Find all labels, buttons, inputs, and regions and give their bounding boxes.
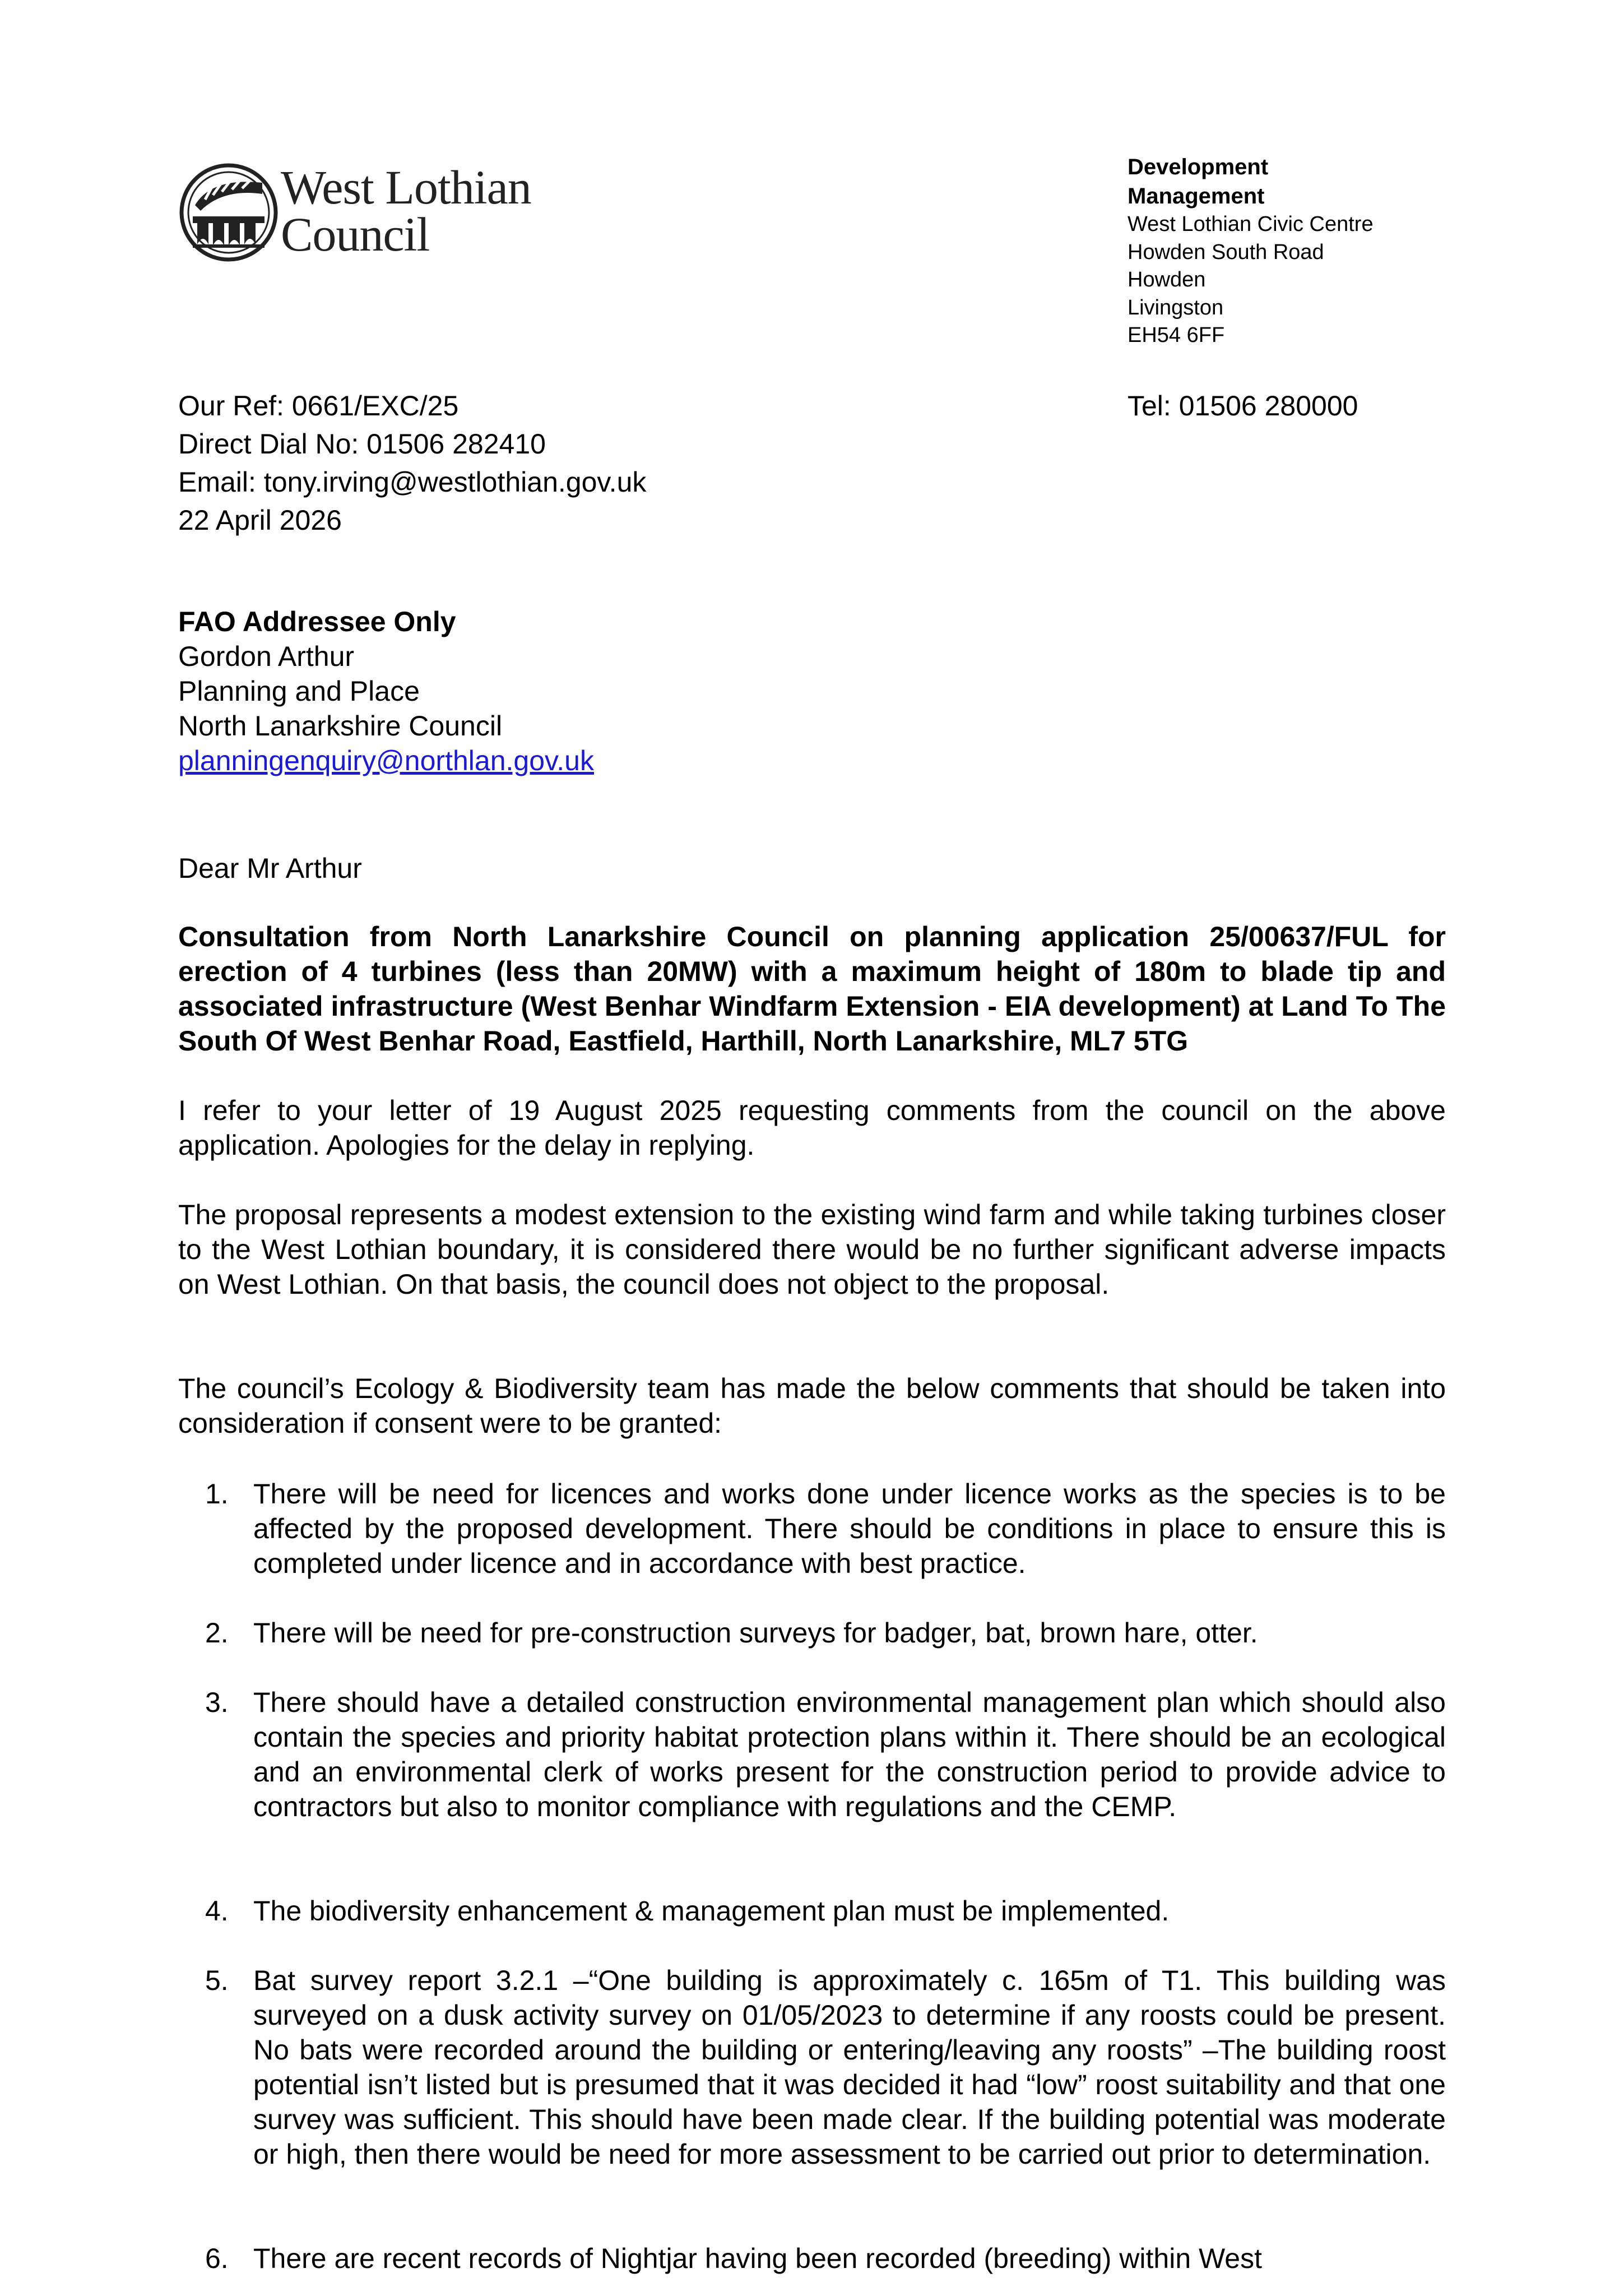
recipient-name: Gordon Arthur <box>178 641 355 672</box>
address-line: Howden <box>1127 268 1206 291</box>
list-item <box>178 1894 1446 1928</box>
address-line: EH54 6FF <box>1127 323 1225 347</box>
list-item <box>178 1476 1446 1581</box>
subject-heading: Consultation from North Lanarkshire Council on planning application 25/00637/FUL for erection of 4 turbines (less than 20MW) with a maximum height of 180m to blade tip and associated infrastructure (West Benhar Windfarm Extension - EIA development) at Land To The South Of West Benhar Road, Eastfield, Harthill, North Lanarkshire, ML7 5TG <box>178 921 1446 1057</box>
sender-email: Email: tony.irving@westlothian.gov.uk <box>178 466 647 498</box>
department-line2: Management <box>1127 184 1265 209</box>
list-item <box>178 2241 1446 2276</box>
fao-line: FAO Addressee Only <box>178 606 456 637</box>
address-line: Livingston <box>1127 295 1224 320</box>
paragraph: I refer to your letter of 19 August 2025 requesting comments from the council on the above application. Apologies for the delay in replying. <box>178 1095 1446 1161</box>
council-logo <box>178 160 559 267</box>
direct-dial: Direct Dial No: 01506 282410 <box>178 428 546 460</box>
list-text: There will be need for pre-construction surveys for badger, bat, brown hare, otter. <box>253 1617 1258 1649</box>
sender-telephone: Tel: 01506 280000 <box>1127 390 1358 422</box>
list-number: 5. <box>205 1965 229 1996</box>
council-name-line1: West Lothian <box>281 160 531 214</box>
list-text: There will be need for licences and works done under licence works as the species is to be affected by the proposed development. There should be conditions in place to ensure this is completed under licence and in accordance with best practice. <box>253 1478 1446 1579</box>
address-line: Howden South Road <box>1127 240 1324 264</box>
list-item <box>178 1963 1446 2172</box>
list-number: 1. <box>205 1478 229 1510</box>
list-text: Bat survey report 3.2.1 –“One building is approximately c. 165m of T1. This building was surveyed on a dusk activity survey on 01/05/2023 to determine if any roosts could be present. No bats were recorded around the building or entering/leaving any roosts” –The building roost potential isn’t listed but is presumed that it was decided it had “low” roost suitability and that one survey was sufficient. This should have been made clear. If the building potential was moderate or high, then there would be need for more assessment to be carried out prior to determination. <box>253 1965 1446 2170</box>
list-text: The biodiversity enhancement & management plan must be implemented. <box>253 1895 1170 1927</box>
list-text: There should have a detailed construction environmental management plan which should also contain the species and priority habitat protection plans within it. There should be an ecological and an environmental clerk of works present for the construction period to provide advice to contractors but also to monitor compliance with regulations and the CEMP. <box>253 1687 1446 1822</box>
list-text: There are recent records of Nightjar having been recorded (breeding) within West <box>253 2243 1262 2274</box>
recipient-block <box>178 604 594 778</box>
council-name-line2: Council <box>281 207 430 261</box>
recipient-department: Planning and Place <box>178 675 420 707</box>
council-name <box>281 160 531 261</box>
sender-address <box>1127 152 1520 350</box>
our-reference: Our Ref: 0661/EXC/25 <box>178 390 459 422</box>
list-number: 6. <box>205 2243 229 2274</box>
list-item <box>178 1615 1446 1650</box>
paragraph: The council’s Ecology & Biodiversity team has made the below comments that should be taken into consideration if consent were to be granted: <box>178 1373 1446 1439</box>
paragraph: The proposal represents a modest extension to the existing wind farm and while taking turbines closer to the West Lothian boundary, it is considered there would be no further significant adverse impacts on West Lothian. On that basis, the council does not object to the proposal. <box>178 1199 1446 1300</box>
list-number: 4. <box>205 1895 229 1927</box>
salutation: Dear Mr Arthur <box>178 853 362 884</box>
department-line1: Development <box>1127 155 1269 179</box>
list-number: 3. <box>205 1687 229 1718</box>
list-item <box>178 1685 1446 1824</box>
list-number: 2. <box>205 1617 229 1649</box>
letter-date: 22 April 2026 <box>178 504 342 536</box>
recipient-organisation: North Lanarkshire Council <box>178 710 503 742</box>
recipient-email-link[interactable]: planningenquiry@northlan.gov.uk <box>178 745 594 776</box>
address-line: West Lothian Civic Centre <box>1127 212 1374 236</box>
viaduct-emblem-icon <box>178 160 279 265</box>
reference-block <box>178 387 646 539</box>
